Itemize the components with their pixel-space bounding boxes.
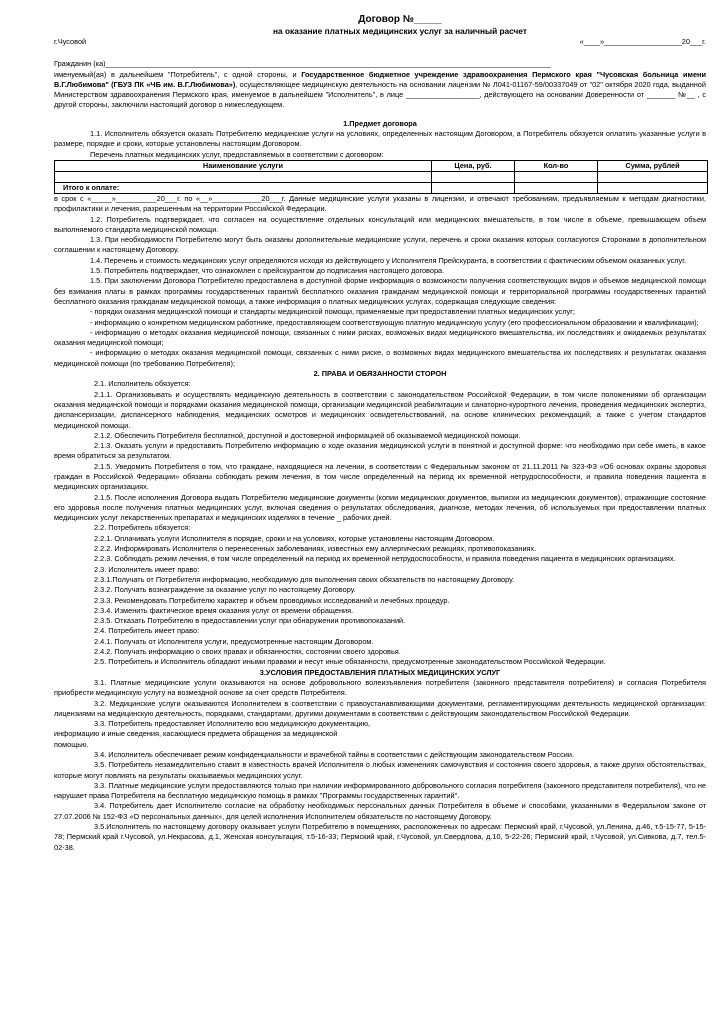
clause-1-4: 1.4. Перечень и стоимость медицинских услуг определяются исходя из действующего у Исполнителя Прейскуранта, в соответствии с фактическим объемом оказанных услуг. [90,255,687,265]
service-term: в срок с «_____»__________20___г. по «__»____________20___г. Данные медицинские услуги указаны в лицензии, и отвечают требованиям, предъявляемым к методам диагностики, профилактики и лечения, разрешенным на территории Российской Федерации. [54,193,706,214]
clause-2-4-2: 2.4.2. Получать информацию о своих правах и обязанностях, состоянии своего здоровья. [94,647,401,657]
table-row [55,171,708,182]
clause-2-1-2: 2.1.2. Обеспечить Потребителя бесплатной, доступной и достоверной информацией об оказываемой медицинской помощи. [94,430,521,440]
clause-2-3-2: 2.3.2. Получать вознаграждение за оказание услуг по настоящему Договору. [94,585,356,595]
list-item: - информацию о конкретном медицинском работнике, предоставляющем соответствующую платную медицинскую услугу (его профессиональном образовании и квалификации); [90,317,699,327]
clause-2-1-5: 2.1.5. После исполнения Договора выдать Потребителю медицинские документы (копии медицинских документов, выписки из медицинских документов), отражающие состояние его здоровья после получения платных медицинских услуг, включая сведения о результатах обследования, диагнозе, методах лечения, об используемых при предоставлении платных медицинских услуг лекарственных препаратах и медицинских изделиях в течение _ рабочих дней. [54,492,706,523]
col-quantity: Кол-во [515,160,598,171]
clause-1-3: 1.3. При необходимости Потребителю могут быть оказаны дополнительные медицинские услуги, перечень и сроки оказания которых согласуются Сторонами в дополнительном соглашении к настоящему Договору. [54,235,706,255]
clause-2-3-1: 2.3.1.Получать от Потребителя информацию, необходимую для выполнения своих обязательств по настоящему Договору. [94,574,515,584]
clause-1-2: 1.2. Потребитель подтверждает, что согласен на осуществление отдельных консультаций или медицинских вмешательств, в том числе в объеме, превышающем объем выполняемого стандарта медицинской помощи. [54,214,706,234]
clause-2-1-1: 2.1.1. Организовывать и осуществлять медицинскую деятельность в соответствии с законодательством Российской Федерации, в том числе положениями об организации оказания медицинской помощи и порядками оказания медицинской помощи, организации медицинской реабилитации и санаторно-курортного лечения, проведения медицинских экспертиз, диспансеризации, диспансерного наблюдения, медицинских осмотров и медицинских освидетельствований, на основе клинических рекомендаций, а также с учетом стандартов медицинской помощи. [54,389,706,430]
clause-1-1: 1.1. Исполнитель обязуется оказать Потребителю медицинские услуги на условиях, определенных настоящим Договором, а Потребитель обязуется оплатить указанные услуги в размере, порядке и сроки, которые установлены настоящим Договором. [54,129,706,149]
list-item: - информацию о методах оказания медицинской помощи, связанных с ними риске, о возможных видах медицинского вмешательства их последствиях и результатах оказания медицинской помощи (по требованию Потребителя); [54,348,706,368]
clause-2-2: 2.2. Потребитель обязуется: [94,523,191,533]
city: г.Чусовой [54,37,87,46]
clause-3-3x: 3.3. Платные медицинские услуги предоставляются только при наличии информированного добровольного согласия потребителя (законного представителя потребителя), что не нарушает права Потребителя на бесплатную медицинскую помощь в рамках "Программы государственных гарантий". [54,780,706,801]
section-2-heading: 2. ПРАВА И ОБЯЗАННОСТИ СТОРОН [313,369,447,379]
clause-3-5: 3.5. Потребитель незамедлительно ставит в известность врачей Исполнителя о любых изменениях самочувствия и состояния своего здоровья, а также других обстоятельствах, которые могут повлиять на результаты оказываемых медицинских услуг. [54,760,706,780]
document-subtitle: на оказание платных медицинских услуг за наличный расчет [273,26,527,36]
clause-3-4: 3.4. Исполнитель обеспечивает режим конфиденциальности и врачебной тайны в соответствии с действующим законодательством России. [94,750,575,759]
preamble: именуемый(ая) в дальнейшем "Потребитель", с одной стороны, и Государственное бюджетное учреждение здравоохранения Пермского края "Чусовская больница имени В.Г.Любимова" (ГБУЗ ПК «ЧБ им. В.Г.Любимова»), осуществляющее медицинскую деятельность на основании лицензии № Л041-01167-59/00337049 от "02" октября 2020 года, выданной Министерством здравоохранения Пермского края, именуемое в дальнейшем "Исполнитель", в лице __________________, действующего на основании Доверенности от _______ №__ , с другой стороны, заключили настоящий договор о нижеследующем. [54,69,706,110]
clause-2-3-5: 2.3.5. Отказать Потребителю в предоставлении услуг при обнаружении противопоказаний. [94,616,406,626]
clause-1-5a: 1.5. Потребитель подтверждает, что ознакомлен с прейскурантом до подписания настоящего договора. [90,266,445,276]
clause-2-4-1: 2.4.1. Получать от Исполнителя услуги, предусмотренные настоящим Договором. [94,636,374,646]
citizen-line: Гражданин (ка)_____________________________________________________________________________________________________________ [54,59,551,69]
section-3-heading: 3.УСЛОВИЯ ПРЕДОСТАВЛЕНИЯ ПЛАТНЫХ МЕДИЦИНСКИХ УСЛУГ [259,667,501,677]
list-item: - информацию о методах оказания медицинской помощи, связанных с ними рисках, возможных видах медицинского вмешательства, их последствиях и ожидаемых результатах оказания медицинской помощи; [54,327,706,348]
total-label: Итого к оплате: [55,182,432,193]
clause-2-3: 2.3. Исполнитель имеет право: [94,564,200,574]
services-list-caption: Перечень платных медицинских услуг, предоставляемых в соответствии с договором: [90,149,384,159]
clause-2-3-3: 2.3.3. Рекомендовать Потребителю характер и объем проводимых исследований и лечебных процедур. [94,595,450,605]
clause-2-1: 2.1. Исполнитель обязуется: [94,379,191,389]
clause-3-1: 3.1. Платные медицинские услуги оказываются на основе добровольного волеизъявления потребителя (законного представителя потребителя) и согласия Потребителя приобрести медицинскую услугу на возмездной основе за счет средств Потребителя. [54,677,706,698]
contract-date: «____»___________________20___г. [579,37,706,46]
table-total-row [55,182,708,193]
clause-3-2: 3.2. Медицинские услуги оказываются Исполнителем в соответствии с правоустанавливающими документами, регламентирующими деятельность медицинской организации: лицензиями на медицинскую деятельность, порядками, стандартами, другими документами в соответствии с действующим законодательством Российской Федерации. [54,698,706,718]
clause-3-4x: 3.4. Потребитель дает Исполнителю согласие на обработку необходимых персональных данных Потребителя в объеме и способами, указанными в Федеральном законе от 27.07.2006 № 152-ФЗ «О персональных данных», для целей исполнения Исполнителем обязательств по настоящему Договору. [54,801,706,821]
clause-3-3c: помощью. [54,739,89,749]
clause-3-3a: 3.3. Потребитель предоставляет Исполнителю всю медицинскую документацию, [94,719,371,729]
clause-2-2-1: 2.2.1. Оплачивать услуги Исполнителя в порядке, сроки и на условиях, которые установлены настоящим Договором. [94,533,495,543]
col-price: Цена, руб. [432,160,515,171]
clause-2-5: 2.5. Потребитель и Исполнитель обладают иными правами и несут иные обязанности, предусмотренные законодательством Российской Федерации. [94,657,606,667]
place-date-row [54,37,706,47]
list-item: - порядки оказания медицинской помощи и стандарты медицинской помощи, применяемые при предоставлении платных медицинских услуг; [90,307,575,317]
services-table [54,160,708,194]
document-title: Договор №_____ [358,14,442,25]
section-1-heading: 1.Предмет договора [343,118,417,128]
clause-2-2-2: 2.2.2. Информировать Исполнителя о перенесенных заболеваниях, известных ему аллергических реакциях, противопоказаниях. [94,544,537,554]
clause-2-2-3: 2.2.3. Соблюдать режим лечения, в том числе определенный на период их временной нетрудоспособности, и правила поведения пациента в медицинских организациях. [94,554,676,564]
table-header-row [55,160,708,171]
col-service-name: Наименование услуги [55,160,432,171]
clause-2-3-4: 2.3.4. Изменить фактическое время оказания услуг от времени обращения. [94,605,354,615]
clause-3-3b: информацию и иные сведения, касающиеся предмета обращения за медицинской [54,729,338,739]
clause-3-5x: 3.5.Исполнитель по настоящему договору оказывает услуги Потребителю в помещениях, расположенных по адресам: Пермский край, г.Чусовой, ул.Ленина, д.46, т.5-15-77, 5-15-78; Пермский край г.Чусовой, ул.Некрасова, д.1, Женская консультация, т.5-16-33; Пермский край, г.Чусовой, ул.Свердлова, д.10, 5-22-26; Пермский край, г.Чусовой, ул.Сивкова, д.7, тел.5-02-38. [54,822,706,852]
clause-1-5b: 1.5. При заключении Договора Потребителю предоставлена в доступной форме информация о возможности получения соответствующих видов и объемов медицинской помощи без взимания платы в рамках программы государственных гарантий бесплатного оказания гражданам медицинской помощи и территориальной программы государственных гарантий бесплатного оказания гражданам медицинской помощи, а также информация о платных медицинских услугах, содержащая следующие сведения: [54,276,706,306]
clause-2-1-4: 2.1.5. Уведомить Потребителя о том, что граждане, находящиеся на лечении, в соответствии с Федеральным законом от 21.11.2011 № 323-ФЗ «Об основах охраны здоровья граждан в Российской Федерации» обязаны соблюдать режим лечения, в том числе определенный на период их временной нетрудоспособности, и правила поведения пациента в медицинских организациях. [54,461,706,492]
clause-2-1-3: 2.1.3. Оказать услуги и предоставить Потребителю информацию о ходе оказания медицинской услуги в понятной и доступной форме: что необходимо при себе иметь, в какое время обратиться за результатом. [54,441,706,461]
col-sum: Сумма, рублей [598,160,708,171]
clause-2-4: 2.4. Потребитель имеет право: [94,626,200,636]
